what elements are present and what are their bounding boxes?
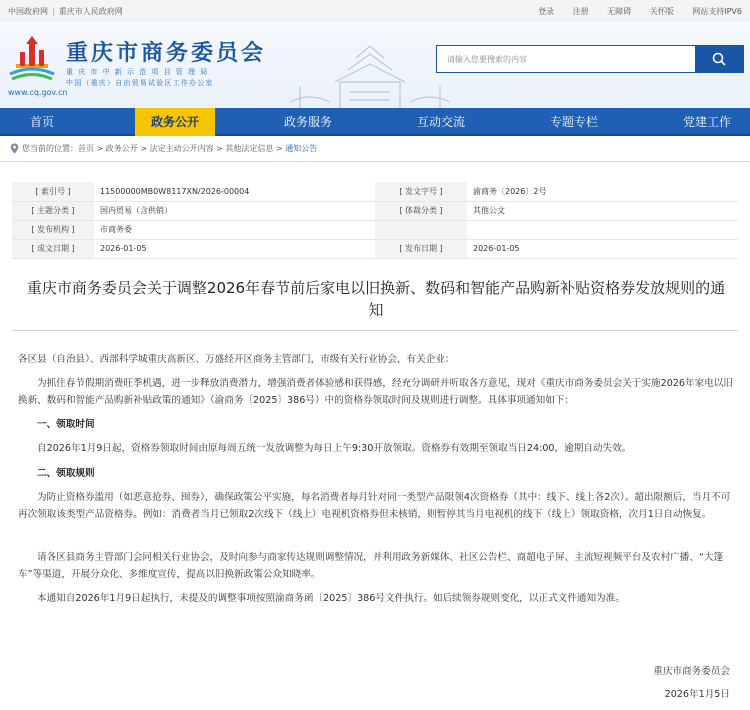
link-gov-cn[interactable]: 中国政府网 <box>8 7 48 16</box>
breadcrumb-separator: > <box>213 144 226 153</box>
published-date-label: [ 发布日期 ] <box>375 239 467 258</box>
section-heading-1: 一、领取时间 <box>37 419 95 430</box>
nav-party-building[interactable]: 党建工作 <box>682 115 731 129</box>
nav-home[interactable]: 首页 <box>29 115 54 129</box>
breadcrumb-separator: > <box>94 144 106 153</box>
location-pin-icon <box>10 143 19 154</box>
table-row <box>12 182 738 201</box>
breadcrumb-gov-open[interactable]: 政务公开 <box>105 144 138 153</box>
genre-value: 其他公文 <box>467 201 738 220</box>
search-icon <box>712 52 726 66</box>
document-info-table <box>12 182 738 259</box>
article-intro: 为抓住春节假期消费旺季机遇，进一步释放消费潜力，增强消费者体验感和获得感，经充分调研并听取各方意见，现对《重庆市商务委员会关于实施2026年家电以旧换新、数码和智能产品购新补贴政策的通知》（渝商务〔2025〕386号）中的资格券领取时间及规则进行调整。具体事项通知如下： <box>18 378 733 406</box>
link-cq-gov[interactable]: 重庆市人民政府网 <box>58 7 123 16</box>
section-heading-2: 二、领取规则 <box>37 468 95 479</box>
top-separator: | <box>52 7 55 16</box>
topic-label: [ 主题分类 ] <box>12 201 94 220</box>
topic-value: 国内贸易（含供销） <box>94 201 375 220</box>
genre-label: [ 体裁分类 ] <box>375 201 467 220</box>
breadcrumb-current[interactable]: 通知公告 <box>285 144 318 153</box>
doc-no-value: 渝商务〔2026〕2号 <box>467 182 738 201</box>
site-subtitle-2: 中国（重庆）自由贸易试验区工作办公室 <box>66 79 214 87</box>
article-greeting: 各区县（自治县）、西部科学城重庆高新区、万盛经开区商务主管部门，市级有关行业协会，有关企业： <box>18 354 455 365</box>
nav-gov-affairs-open[interactable]: 政务公开 <box>135 108 215 136</box>
title-divider <box>12 330 738 331</box>
ipv6-link[interactable]: 网站支持IPV6 <box>692 7 742 16</box>
accessibility-link[interactable]: 无障碍 <box>607 7 632 16</box>
section-paragraph-4: 本通知自2026年1月9日起执行，未提及的调整事项按照渝商务函〔2025〕386号文件执行。如后续领券规则变化，以正式文件通知为准。 <box>37 593 625 604</box>
top-utility-bar <box>0 0 750 22</box>
site-header <box>0 22 750 108</box>
top-links-left <box>8 6 123 17</box>
nav-interaction[interactable]: 互动交流 <box>416 115 465 129</box>
breadcrumb-prefix: 您当前的位置： <box>22 144 78 153</box>
login-link[interactable]: 登录 <box>538 7 555 16</box>
search-input[interactable] <box>437 46 697 72</box>
chongqing-logo-icon[interactable] <box>8 34 56 84</box>
created-date-label: [ 成文日期 ] <box>12 239 94 258</box>
section-paragraph-1: 自2026年1月9日起，资格券领取时间由原每周五统一发放调整为每日上午9:30开放领取。资格券有效期至领取当日24:00，逾期自动失效。 <box>37 443 632 454</box>
org-label: [ 发布机构 ] <box>12 220 94 239</box>
breadcrumb-home[interactable]: 首页 <box>78 144 94 153</box>
nav-special-topics[interactable]: 专题专栏 <box>549 115 598 129</box>
index-value: 11500000MB0W8117XN/2026-00004 <box>94 182 375 201</box>
breadcrumb-divider <box>0 161 750 162</box>
search-button[interactable] <box>695 46 743 72</box>
breadcrumb-statutory[interactable]: 法定主动公开内容 <box>149 144 214 153</box>
skyline-illustration-icon <box>290 42 450 108</box>
breadcrumb <box>10 143 317 155</box>
empty-cell <box>375 220 467 239</box>
register-link[interactable]: 注册 <box>572 7 589 16</box>
signer: 重庆市商务委员会 <box>653 666 730 677</box>
index-label: [ 索引号 ] <box>12 182 94 201</box>
created-date-value: 2026-01-05 <box>94 239 375 258</box>
breadcrumb-separator: > <box>273 144 286 153</box>
nav-gov-services[interactable]: 政务服务 <box>283 115 332 129</box>
top-links-right <box>522 6 742 17</box>
doc-no-label: [ 发文字号 ] <box>375 182 467 201</box>
section-paragraph-3: 请各区县商务主管部门会同相关行业协会，及时向参与商家传达规则调整情况，并利用政务新媒体、社区公告栏、商超电子屏、主流短视频平台及农村广播、“大篷车”等渠道，开展分众化、多维度宣传，提高以旧换新政策公众知晓率。 <box>18 552 724 580</box>
section-paragraph-2: 为防止资格券滥用（如恶意抢券、囤券），确保政策公平实施，每名消费者每月针对同一类型产品限领4次资格券（其中：线下、线上各2次）。超出限额后，当月不可再次领取该类型产品资格券。例如：消费者当月已领取2次线下（线上）电视机资格券但未核销，则暂停其当月电视机的线下（线上）领取资格，次月1日自动恢复。 <box>18 492 731 520</box>
breadcrumb-separator: > <box>137 144 150 153</box>
empty-cell <box>467 220 738 239</box>
sign-date: 2026年1月5日 <box>664 689 730 700</box>
elder-mode-link[interactable]: 关怀版 <box>649 7 674 16</box>
org-value: 市商务委 <box>94 220 375 239</box>
article-title: 重庆市商务委员会关于调整2026年春节前后家电以旧换新、数码和智能产品购新补贴资格券发放规则的通知 <box>26 279 726 319</box>
site-subtitle-1: 重庆市中新示范项目管理局 <box>66 68 213 76</box>
table-row <box>12 239 738 258</box>
table-row <box>12 201 738 220</box>
published-date-value: 2026-01-05 <box>467 239 738 258</box>
site-domain: www.cq.gov.cn <box>8 88 68 97</box>
main-nav <box>0 108 750 136</box>
site-title[interactable]: 重庆市商务委员会 <box>66 41 267 66</box>
breadcrumb-other-info[interactable]: 其他法定信息 <box>225 144 274 153</box>
search-box <box>436 45 744 73</box>
table-row <box>12 220 738 239</box>
